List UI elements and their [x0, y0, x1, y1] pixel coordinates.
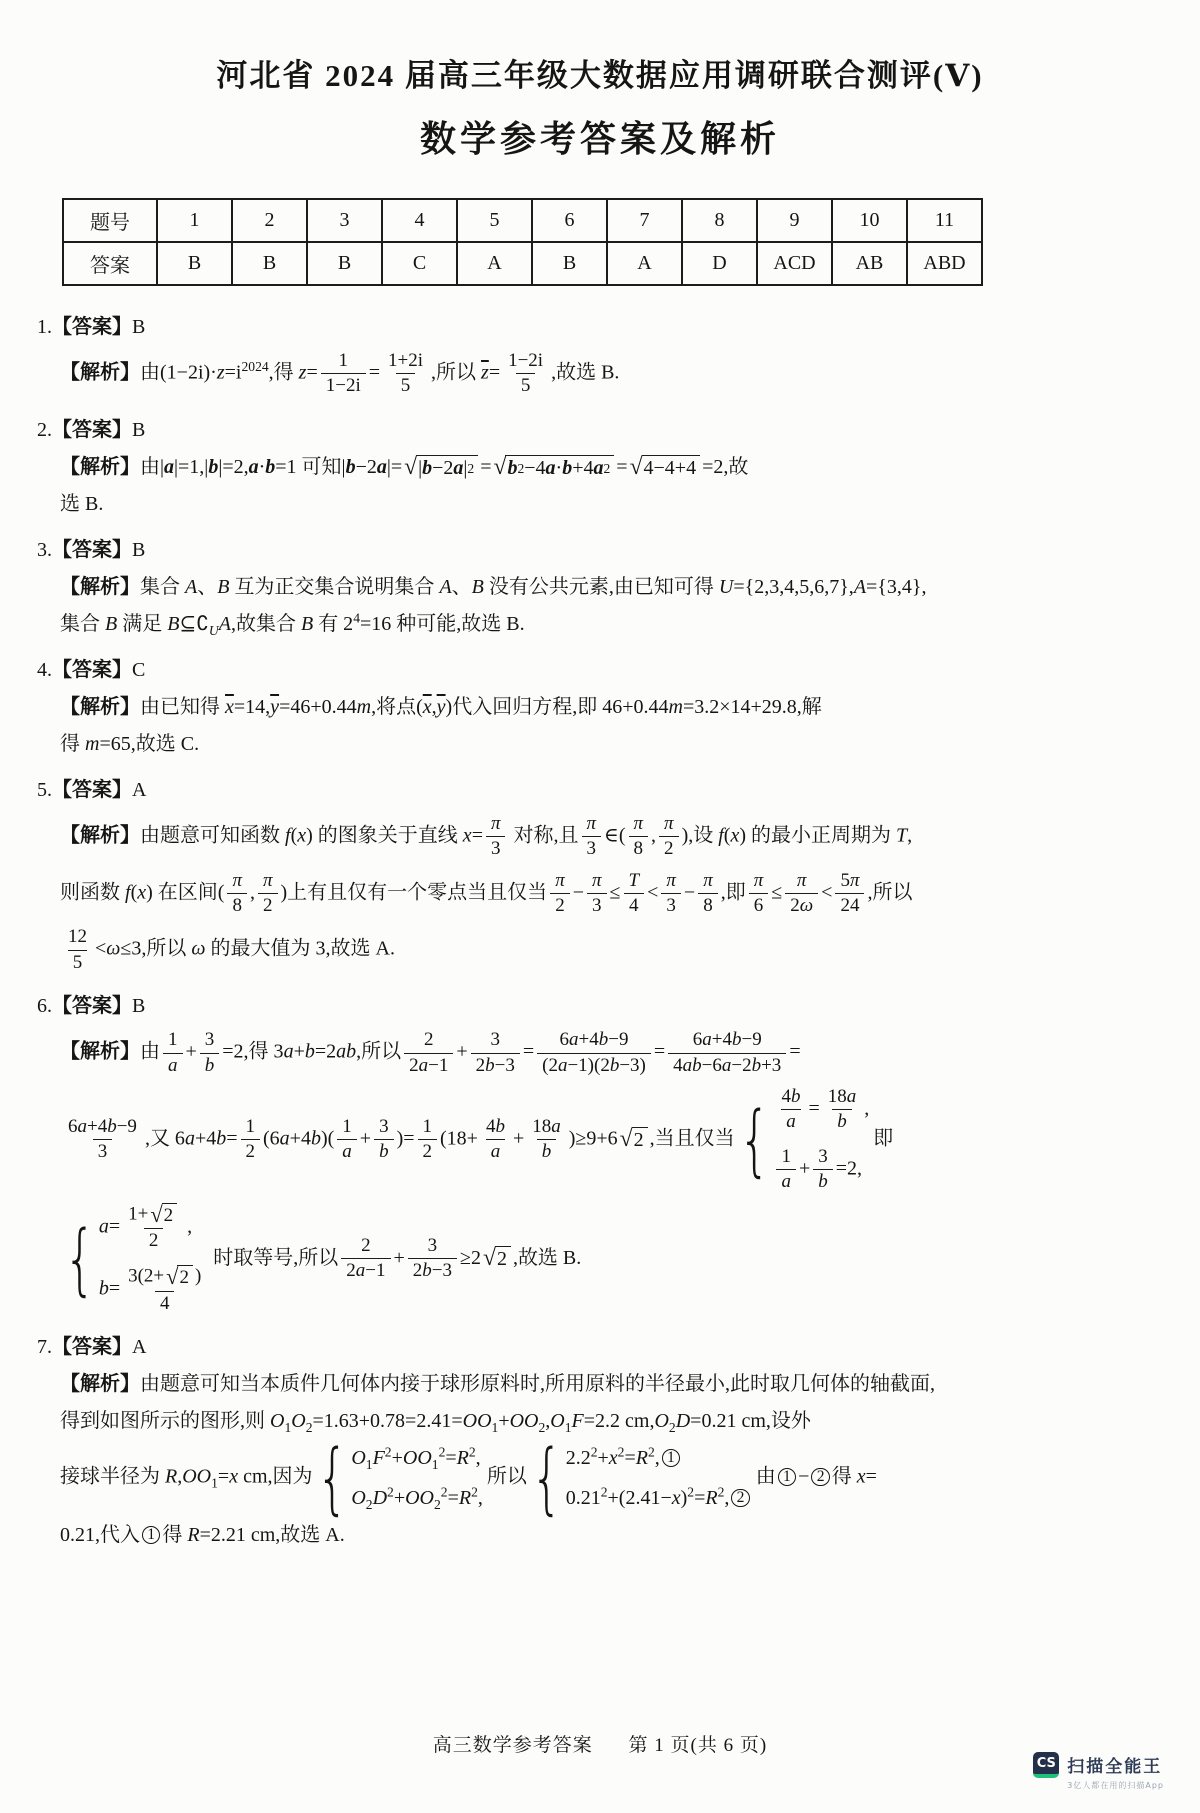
superscript: 2 — [468, 1444, 476, 1460]
math-variable: U — [208, 622, 219, 638]
bold-marker: 【解析】 — [60, 1373, 140, 1395]
math-variable: π — [633, 812, 644, 834]
math-bar-variable: $\overline{x}$ — [422, 695, 432, 718]
superscript: 2 — [617, 1444, 625, 1460]
fraction: $\frac{\pi}{8}$ — [629, 812, 649, 862]
math-variable: F — [571, 1410, 584, 1432]
math-variable: ab — [336, 1040, 357, 1063]
analysis-line: 则函数 f(x) 在区间( $\frac{\pi}{8}$ , $\frac{\pi}{2}$ )上有且仅有一个零点当且仅当 $\frac{\pi}{2}$ − $\frac{\pi}{3}$ ≤ $\frac{T}{4}$ < $\frac{\pi}{3}$ − $\frac{\pi}{8}$ ,即 $\frac{\pi}{6}$ ≤ $\frac{\pi}{2\omega}$ < $\frac{5\pi}{24}$ ,所以 — [60, 869, 1200, 919]
math-variable: x — [229, 1465, 239, 1488]
math-variable: a — [355, 1260, 366, 1282]
math-vector: a — [453, 457, 464, 480]
subscript: 2 — [305, 1420, 313, 1435]
math-variable: a — [786, 1111, 796, 1133]
math-variable: b — [216, 1127, 227, 1150]
question-number-row-label: 题号 — [63, 199, 157, 242]
math-variable: π — [753, 869, 764, 891]
fraction: $\frac{\pi}{2}$ — [550, 869, 570, 919]
bold-marker: 【答案】 — [52, 1336, 132, 1358]
math-variable: O — [550, 1410, 565, 1432]
math-variable: B — [471, 575, 484, 598]
math-variable: ω — [799, 895, 814, 917]
math-vector: a — [164, 455, 175, 478]
math-variable: π — [849, 869, 860, 891]
solution-6 — [0, 991, 1200, 1316]
fraction: $\frac{\pi}{8}$ — [227, 869, 247, 919]
brace-system: { a= 1+ √ 2 2 , b= 3(2+ √ 2 ) 4 — [64, 1202, 209, 1316]
question-number-cell: 4 — [382, 199, 457, 242]
circled-number: 2 — [731, 1489, 749, 1507]
solutions-section — [0, 312, 1200, 1550]
bold-marker: 【答案】 — [52, 995, 132, 1018]
math-variable: x — [297, 824, 307, 847]
math-variable: A — [439, 575, 452, 598]
math-variable: OO — [402, 1447, 432, 1469]
fraction: $\frac{18a}{b}$ — [527, 1115, 566, 1165]
math-variable: R — [187, 1524, 200, 1546]
math-vector: a — [593, 457, 604, 480]
fraction: $\frac{3}{2b-3}$ — [471, 1028, 520, 1078]
answer-line: 1.【答案】B — [37, 316, 146, 338]
math-variable: R — [456, 1447, 469, 1469]
math-variable: OO — [509, 1410, 539, 1432]
math-variable: π — [586, 812, 597, 834]
math-vector: b — [345, 455, 356, 478]
answer-line: 3.【答案】B — [37, 538, 146, 561]
analysis-line: 【解析】由$(1-2i)\cdot z=i^{2024}$,得 z= $\frac{1}{1-2i}$ = $\frac{1+2i}{5}$ ,所以 $\overline{z}=$ $\frac{1-2i}{5}$ ,故选 B. — [60, 349, 1200, 399]
square-root: √ 2 — [166, 1265, 193, 1290]
math-variable: a — [184, 1127, 195, 1150]
fraction: $\frac{18a}{b}$ — [823, 1085, 862, 1135]
math-variable: m — [85, 732, 100, 755]
fraction: $\frac{4b}{a}$ — [776, 1085, 805, 1135]
square-root: √ 2 — [150, 1203, 177, 1228]
math-variable: a — [846, 1086, 857, 1108]
analysis-line: 【解析】由|a|=1,|b|=2,a·b=1 可知|b−2a|= √ | b −2 a | 2 = √ b 2 −4 a · b +4 a 2 = √ 4−4+4 =2,故 — [60, 454, 749, 481]
left-brace: { — [316, 1433, 349, 1523]
math-variable: f — [285, 824, 291, 847]
math-variable: b — [837, 1111, 847, 1133]
math-vector: a — [376, 455, 387, 478]
fraction: $\frac{1}{2}$ — [241, 1115, 261, 1165]
math-variable: A — [218, 612, 231, 635]
fraction: 1+ √ 2 2 — [123, 1202, 184, 1254]
math-bar-variable: $\overline{y}$ — [436, 695, 446, 718]
superscript: 2 — [471, 1484, 478, 1500]
superscript: 2 — [717, 1484, 725, 1500]
math-variable: x — [856, 1465, 866, 1488]
fraction: $\frac{1}{2}$ — [418, 1115, 438, 1165]
math-variable: a — [168, 1054, 178, 1076]
math-variable: O — [654, 1410, 669, 1432]
superscript: 2 — [600, 1484, 608, 1500]
answer-cell: B — [532, 242, 607, 285]
answer-row — [63, 242, 982, 285]
subscript: 1 — [284, 1420, 292, 1435]
math-variable: x — [608, 1447, 618, 1469]
math-variable: OO — [462, 1410, 492, 1432]
analysis-line: 【解析】由题意可知函数 f(x) 的图象关于直线 x= $\frac{\pi}{3}$ 对称,且 $\frac{\pi}{3}$ ∈( $\frac{\pi}{8}$ , $\frac{\pi}{2}$ ),设 f(x) 的最小正周期为 T, — [60, 812, 1200, 862]
square-root: √ 2 — [483, 1246, 511, 1272]
math-variable: U — [718, 575, 734, 598]
math-variable: a — [551, 1115, 561, 1137]
brace-system: { $\frac{4b}{a}$ = $\frac{18a}{b}$ , $\frac{1}{a}$ + $\frac{3}{b}$ =2, — [739, 1085, 870, 1195]
math-variable: f — [125, 881, 131, 904]
answer-cell: A — [457, 242, 532, 285]
answer-cell: ABD — [907, 242, 982, 285]
math-variable: a — [781, 1171, 791, 1193]
bold-marker: 【答案】 — [52, 418, 132, 441]
answer-cell: C — [382, 242, 457, 285]
fraction: $\frac{\pi}{8}$ — [698, 869, 718, 919]
math-variable: b — [598, 1029, 609, 1051]
fraction: $\frac{3}{b}$ — [200, 1028, 220, 1078]
math-variable: R — [635, 1447, 648, 1469]
circled-number: 1 — [662, 1449, 680, 1467]
fraction: $\frac{2}{2a-1}$ — [404, 1028, 453, 1078]
fraction: $\frac{\pi}{3}$ — [486, 812, 506, 862]
math-variable: b — [98, 1277, 109, 1300]
bold-marker: 【解析】 — [60, 695, 140, 718]
square-root: √ | b −2 a | 2 — [404, 455, 478, 481]
question-number-cell: 11 — [907, 199, 982, 242]
math-variable: x — [137, 881, 147, 904]
circled-number: 2 — [811, 1468, 829, 1486]
analysis-line: 接球半径为 $R,OO_1=x$ cm,因为 { $O_1F^2+OO_1^2=R^2$, $O_2D^2+OO_2^2=R^2$, 所以 { $2.2^2+x^2=R^2$, 1 $0.21^2+(2.41-x)^2=R^2$, 2 由 1 − 2 得 x= — [60, 1433, 877, 1523]
bold-marker: 【解析】 — [60, 824, 140, 847]
camscanner-watermark — [1033, 1752, 1164, 1791]
math-variable: b — [304, 1040, 315, 1063]
fraction: $\frac{T}{4}$ — [624, 869, 645, 919]
bold-marker: 【答案】 — [52, 538, 132, 561]
fraction: $\frac{12}{5}$ — [63, 925, 92, 975]
superscript: 2 — [687, 1484, 695, 1500]
analysis-line: 【解析】由已知得 $\overline{x}=14,\overline{y}=46+0.44m$,将点$(\overline{x},\overline{y})$代入回归方程,即 46+0.44m=3.2×14+29.8,解 — [60, 695, 822, 718]
math-variable: m — [356, 695, 372, 718]
square-root: √ b 2 −4 a · b +4 a 2 — [494, 455, 615, 481]
subscript: 1 — [211, 1475, 218, 1491]
fraction: $\frac{1-2i}{5}$ — [503, 349, 548, 399]
analysis-line: { a= 1+ √ 2 2 , b= 3(2+ √ 2 ) 4 时取等号,所以 $\frac{2}{2a-1}$ + $\frac{3}{2b-3}$ ≥2 √ 2 ,故选 B. — [60, 1202, 1200, 1316]
math-variable: b — [818, 1171, 828, 1193]
question-number-cell: 7 — [607, 199, 682, 242]
math-variable: ab — [682, 1054, 702, 1076]
analysis-line: 0.21,代入 1 得 R=2.21 cm,故选 A. — [60, 1524, 345, 1546]
analysis-line: 集合 B 满足 $B⊆∁_UA$,故集合 B 有 $2^4=16$ 种可能,故选 B. — [60, 610, 525, 638]
superscript: 2 — [590, 1444, 598, 1460]
math-variable: π — [703, 869, 713, 891]
superscript: 2 — [384, 1444, 392, 1460]
left-brace: { — [530, 1433, 563, 1523]
fraction: $\frac{\pi}{6}$ — [749, 869, 769, 919]
analysis-line: $\frac{6a+4b-9}{3}$ ,又 6a+4b= $\frac{1}{2}$ (6a+4b)( $\frac{1}{a}$ + $\frac{3}{b}$ )= $\frac{1}{2}$ (18+ $\frac{4b}{a}$ + $\frac{18a}{b}$ )≥9+6 √ 2 ,当且仅当 { $\frac{4b}{a}$ = $\frac{18a}{b}$ , $\frac{1}{a}$ + $\frac{3}{b}$ =2, 即 — [60, 1085, 1200, 1195]
analysis-line: 【解析】由题意可知当本质件几何体内接于球形原料时,所用原料的半径最小,此时取几何体的轴截面, — [60, 1373, 935, 1395]
math-variable: a — [569, 1029, 579, 1051]
answer-cell: B — [232, 242, 307, 285]
superscript: 4 — [353, 610, 360, 626]
answer-line: 5.【答案】A — [37, 778, 147, 801]
math-variable: f — [718, 824, 724, 847]
brace-system: { $2.2^2+x^2=R^2$, 1 $0.21^2+(2.41-x)^2=R^2$, 2 — [531, 1443, 752, 1513]
math-variable: ω — [191, 937, 206, 960]
superscript: 2 — [647, 1444, 655, 1460]
math-variable: b — [609, 1054, 620, 1076]
math-bar-variable: $\overline{y}$ — [270, 695, 280, 718]
math-variable: B — [167, 612, 180, 635]
answer-line: 7.【答案】A — [37, 1336, 147, 1358]
math-variable: a — [702, 1029, 712, 1051]
fraction: $\frac{1}{1-2i}$ — [321, 349, 366, 399]
math-variable: O — [291, 1410, 306, 1432]
subscript: 1 — [564, 1420, 572, 1435]
math-variable: OO — [182, 1465, 212, 1488]
math-variable: R — [705, 1487, 718, 1509]
fraction: $\frac{6a+4b-9}{4ab-6a-2b+3}$ — [668, 1028, 786, 1078]
fraction: $\frac{3}{2b-3}$ — [408, 1234, 457, 1284]
math-variable: π — [666, 869, 676, 891]
fraction: $\frac{\pi}{3}$ — [587, 869, 607, 919]
analysis-line: 【解析】由 $\frac{1}{a}$ + $\frac{3}{b}$ =2,得 3a+b=2ab,所以 $\frac{2}{2a-1}$ + $\frac{3}{2b-3}$ = $\frac{6a+4b-9}{(2a-1)(2b-3)}$ = $\frac{6a+4b-9}{4ab-6a-2b+3}$ = — [60, 1028, 1200, 1078]
math-variable: a — [721, 1054, 732, 1076]
question-number-row — [63, 199, 982, 242]
math-variable: O — [351, 1447, 366, 1469]
fraction: $\frac{3}{b}$ — [813, 1145, 833, 1195]
math-variable: b — [790, 1086, 801, 1108]
math-variable: b — [485, 1054, 495, 1076]
math-variable: a — [283, 1040, 294, 1063]
left-brace: { — [64, 1213, 96, 1304]
answer-row-label: 答案 — [63, 242, 157, 285]
circled-number: 1 — [778, 1468, 796, 1486]
question-number-cell: 9 — [757, 199, 832, 242]
solution-5 — [0, 775, 1200, 975]
fraction: $\frac{\pi}{2}$ — [659, 812, 679, 862]
answer-cell: ACD — [757, 242, 832, 285]
math-variable: B — [105, 612, 118, 635]
math-variable: a — [418, 1054, 429, 1076]
math-variable: ω — [106, 937, 121, 960]
math-variable: a — [77, 1115, 87, 1137]
question-number-cell: 6 — [532, 199, 607, 242]
math-variable: OO — [405, 1487, 434, 1509]
page-title: 河北省 2024 届高三年级大数据应用调研联合测评(Ⅴ) — [216, 58, 984, 93]
answer-line: 4.【答案】C — [37, 658, 146, 681]
math-bar-variable: $\overline{x}$ — [225, 695, 234, 718]
math-variable: z — [298, 361, 307, 384]
answer-line: 6.【答案】B — [37, 995, 146, 1018]
math-variable: z — [216, 361, 225, 384]
math-variable: b — [107, 1115, 117, 1137]
answer-cell: A — [607, 242, 682, 285]
subscript: 2 — [365, 1497, 373, 1512]
math-variable: a — [557, 1054, 568, 1076]
bold-marker: 【解析】 — [60, 361, 140, 384]
math-variable: a — [490, 1141, 501, 1163]
fraction: $\frac{1}{a}$ — [776, 1145, 796, 1195]
fraction: $\frac{3}{b}$ — [374, 1115, 394, 1165]
math-variable: B — [300, 612, 314, 635]
math-variable: T — [628, 869, 640, 891]
superscript: 2 — [438, 1444, 446, 1460]
analysis-line: 【解析】集合 A、B 互为正交集合说明集合 A、B 没有公共元素,由已知可得 U={2,3,4,5,6,7},A={3,4}, — [60, 575, 927, 598]
question-number-cell: 2 — [232, 199, 307, 242]
math-variable: F — [372, 1447, 385, 1469]
fraction: $\frac{1}{a}$ — [163, 1028, 183, 1078]
math-vector: b — [562, 457, 573, 480]
circled-number: 1 — [142, 1526, 160, 1544]
bold-marker: 【解析】 — [60, 455, 140, 478]
analysis-line: 得到如图所示的图形,则 $O_1O_2=1.63+0.78=2.41=OO_1+OO_2,O_1F=2.2$ $cm,O_2D=0.21$ cm,设外 — [60, 1410, 811, 1435]
subscript: 1 — [431, 1457, 439, 1472]
subscript: 2 — [434, 1497, 441, 1512]
fraction: 3(2+ √ 2 ) 4 — [123, 1264, 206, 1316]
subscript: 1 — [491, 1420, 499, 1435]
fraction: $\frac{5\pi}{24}$ — [835, 869, 864, 919]
math-variable: π — [592, 869, 602, 891]
question-number-cell: 5 — [457, 199, 532, 242]
answer-line: 2.【答案】B — [37, 418, 146, 441]
question-number-cell: 1 — [157, 199, 232, 242]
math-variable: b — [731, 1029, 742, 1051]
math-variable: b — [495, 1115, 505, 1137]
subscript: 1 — [365, 1457, 373, 1472]
math-variable: D — [675, 1410, 691, 1432]
fraction: $\frac{6a+4b-9}{3}$ — [63, 1115, 142, 1165]
analysis-line: 选 B. — [60, 492, 104, 515]
footer-page-number: 第 1 页(共 6 页) — [628, 1735, 768, 1756]
math-variable: π — [262, 869, 273, 891]
solution-4 — [0, 655, 1200, 759]
square-root: √ 2 — [620, 1127, 648, 1153]
math-variable: π — [232, 869, 242, 891]
math-variable: b — [204, 1054, 215, 1076]
answer-cell: D — [682, 242, 757, 285]
brace-system: { $O_1F^2+OO_1^2=R^2$, $O_2D^2+OO_2^2=R^2$, — [316, 1433, 483, 1523]
square-root: √ 4−4+4 — [630, 455, 701, 481]
superscript: 2024 — [241, 358, 269, 374]
math-vector: a — [248, 455, 259, 478]
math-bar-variable: $\overline{z}$ — [481, 361, 489, 384]
math-variable: A — [185, 575, 198, 598]
solution-1 — [0, 312, 1200, 399]
left-brace: { — [738, 1094, 771, 1185]
math-variable: R — [165, 1465, 178, 1488]
camscanner-logo-icon: CS — [1033, 1752, 1059, 1778]
analysis-line: $\frac{12}{5}$ <ω≤3,所以 ω 的最大值为 3,故选 A. — [60, 925, 1200, 975]
math-variable: a — [279, 1127, 290, 1150]
math-variable: x — [671, 1487, 681, 1509]
page-subtitle: 数学参考答案及解析 — [419, 119, 780, 159]
math-variable: O — [351, 1487, 366, 1509]
question-number-cell: 3 — [307, 199, 382, 242]
math-variable: A — [853, 575, 867, 598]
answer-cell: B — [307, 242, 382, 285]
math-variable: π — [490, 812, 501, 834]
bold-marker: 【解析】 — [60, 575, 140, 598]
fraction: $\frac{1+2i}{5}$ — [383, 349, 428, 399]
math-variable: b — [751, 1054, 762, 1076]
fraction: $\frac{\pi}{2\omega}$ — [785, 869, 818, 919]
fraction: $\frac{1}{a}$ — [337, 1115, 357, 1165]
solution-3 — [0, 535, 1200, 639]
math-variable: T — [896, 824, 908, 847]
bold-marker: 【答案】 — [52, 778, 132, 801]
answer-table — [62, 198, 983, 286]
superscript: 2 — [387, 1484, 394, 1500]
watermark-tagline: 3亿人都在用的扫描App — [1067, 1781, 1164, 1790]
math-variable: b — [422, 1260, 432, 1282]
analysis-line: 得 m=65,故选 C. — [60, 732, 200, 755]
bold-marker: 【答案】 — [52, 316, 132, 338]
bold-marker: 【答案】 — [52, 658, 132, 681]
subscript — [209, 623, 219, 638]
math-variable: b — [379, 1141, 389, 1163]
fraction: $\frac{2}{2a-1}$ — [341, 1234, 390, 1284]
fraction: $\frac{\pi}{3}$ — [582, 812, 602, 862]
answer-cell: AB — [832, 242, 907, 285]
math-variable: R — [458, 1487, 472, 1509]
question-number-cell: 10 — [832, 199, 907, 242]
fraction: $\frac{6a+4b-9}{(2a-1)(2b-3)}$ — [537, 1028, 651, 1078]
math-variable: π — [664, 812, 674, 834]
answer-cell: B — [157, 242, 232, 285]
math-vector: b — [265, 455, 276, 478]
solution-2 — [0, 415, 1200, 519]
math-vector: b — [507, 457, 518, 480]
math-vector: a — [545, 457, 556, 480]
math-variable: m — [668, 695, 683, 718]
math-variable: D — [372, 1487, 388, 1509]
math-variable: b — [541, 1141, 552, 1163]
math-variable: B — [217, 575, 230, 598]
subscript: 2 — [538, 1420, 546, 1435]
bold-marker: 【解析】 — [60, 1040, 140, 1063]
math-variable: O — [270, 1410, 285, 1432]
fraction: $\frac{\pi}{3}$ — [661, 869, 681, 919]
superscript: 2 — [440, 1484, 448, 1500]
page-footer — [0, 1730, 1200, 1757]
watermark-app-name: 扫描全能王 — [1067, 1757, 1163, 1777]
math-vector: b — [422, 457, 433, 480]
math-variable: π — [555, 869, 565, 891]
question-number-cell: 8 — [682, 199, 757, 242]
solution-7 — [0, 1332, 1200, 1550]
math-vector: b — [208, 455, 219, 478]
fraction: $\frac{\pi}{2}$ — [258, 869, 278, 919]
subscript: 2 — [668, 1420, 676, 1435]
math-variable: x — [462, 824, 472, 847]
footer-doc-name: 高三数学参考答案 — [432, 1735, 593, 1756]
math-variable: π — [796, 869, 807, 891]
math-variable: x — [730, 824, 740, 847]
math-variable: a — [342, 1141, 352, 1163]
math-variable: a — [98, 1215, 109, 1238]
fraction: $\frac{4b}{a}$ — [481, 1115, 510, 1165]
math-variable: b — [310, 1127, 321, 1150]
